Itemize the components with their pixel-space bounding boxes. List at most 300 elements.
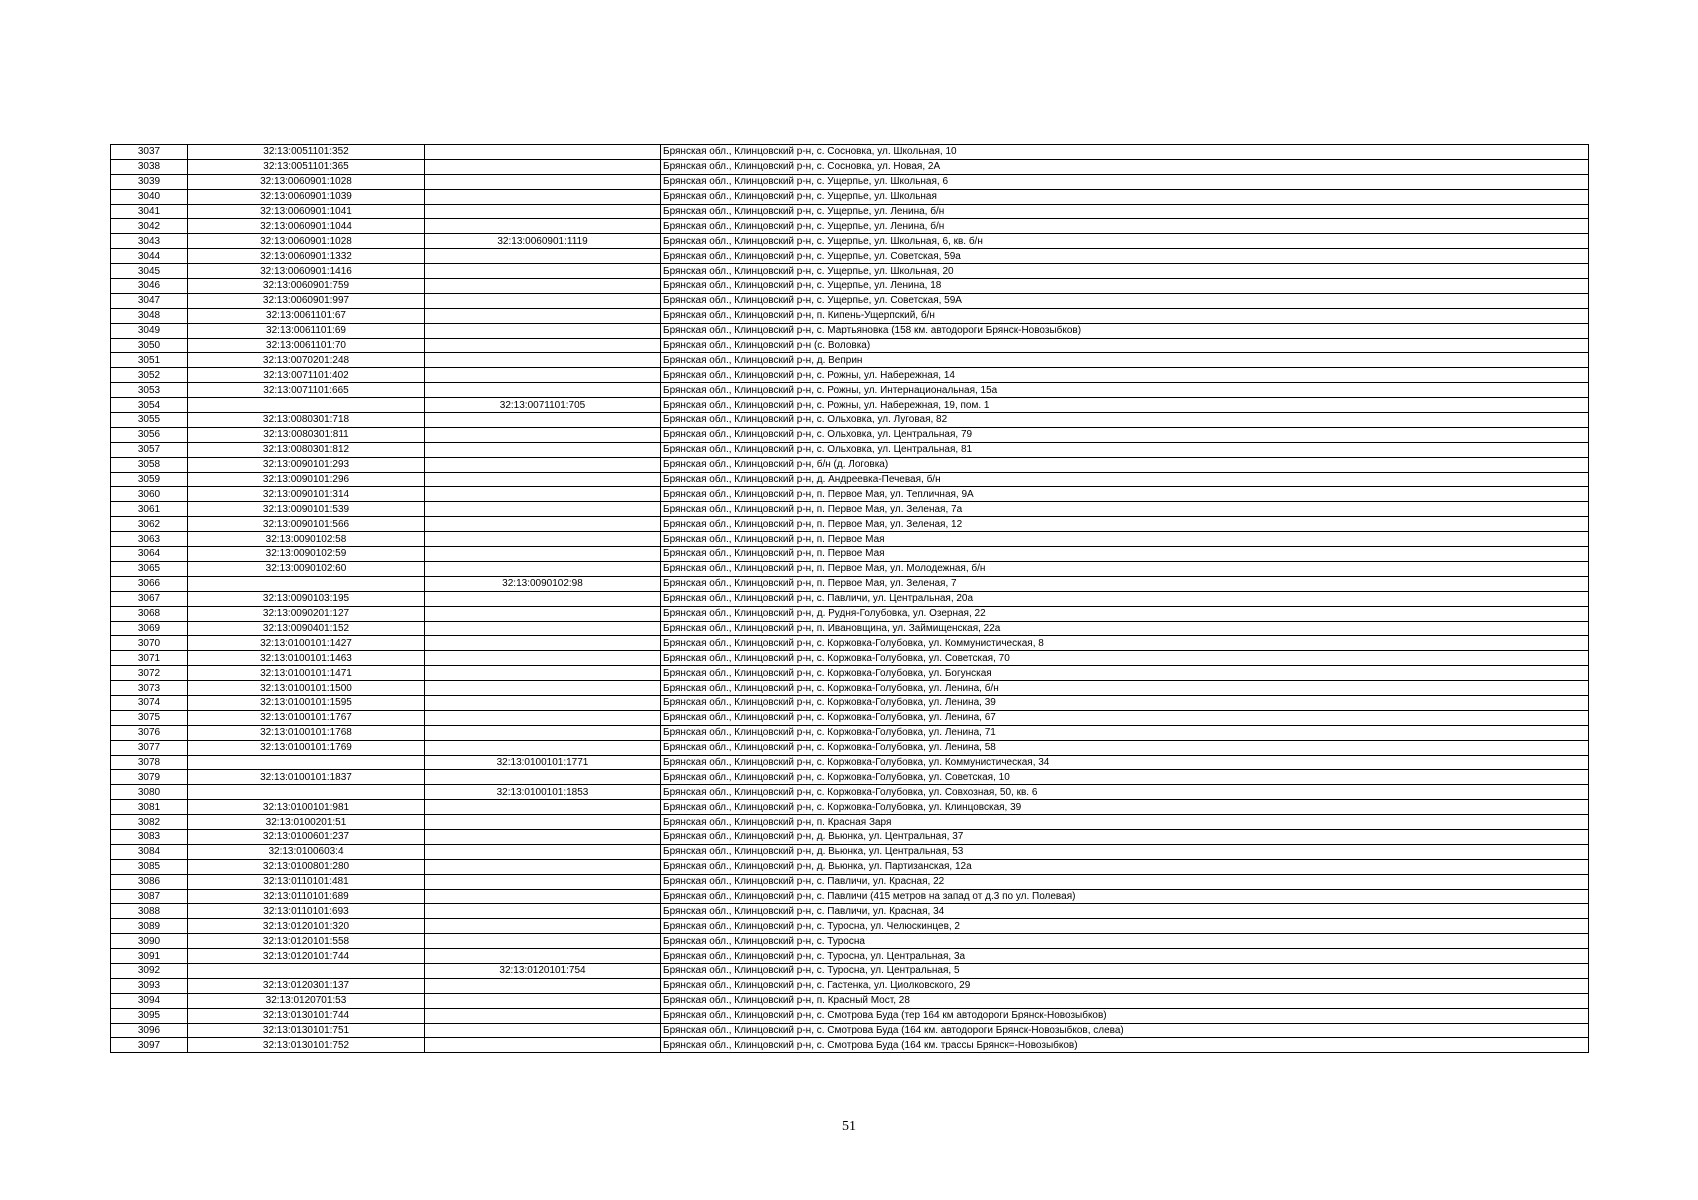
row-number-cell: 3047 bbox=[111, 293, 188, 308]
cadastral-number-cell: 32:13:0090201:127 bbox=[188, 606, 425, 621]
related-cadastral-number-cell bbox=[425, 189, 661, 204]
row-number-cell: 3044 bbox=[111, 249, 188, 264]
address-cell: Брянская обл., Клинцовский р-н, с. Мартьяновка (158 км. автодороги Брянск-Новозыбков) bbox=[661, 323, 1589, 338]
row-number-cell: 3095 bbox=[111, 1008, 188, 1023]
related-cadastral-number-cell bbox=[425, 815, 661, 830]
address-cell: Брянская обл., Клинцовский р-н, с. Коржовка-Голубовка, ул. Ленина, б/н bbox=[661, 681, 1589, 696]
cadastral-number-cell: 32:13:0110101:693 bbox=[188, 904, 425, 919]
table-row bbox=[111, 249, 1589, 264]
address-cell: Брянская обл., Клинцовский р-н, с. Коржовка-Голубовка, ул. Советская, 70 bbox=[661, 651, 1589, 666]
row-number-cell: 3059 bbox=[111, 472, 188, 487]
table-row bbox=[111, 755, 1589, 770]
table-row bbox=[111, 457, 1589, 472]
row-number-cell: 3049 bbox=[111, 323, 188, 338]
cadastral-number-cell: 32:13:0100101:1767 bbox=[188, 710, 425, 725]
cadastral-number-cell: 32:13:0060901:1028 bbox=[188, 174, 425, 189]
related-cadastral-number-cell: 32:13:0100101:1853 bbox=[425, 785, 661, 800]
address-cell: Брянская обл., Клинцовский р-н, с. Ольховка, ул. Центральная, 81 bbox=[661, 442, 1589, 457]
address-cell: Брянская обл., Клинцовский р-н, д. Вьюнка, ул. Партизанская, 12а bbox=[661, 859, 1589, 874]
table-row bbox=[111, 204, 1589, 219]
row-number-cell: 3083 bbox=[111, 829, 188, 844]
cadastral-number-cell: 32:13:0060901:1039 bbox=[188, 189, 425, 204]
table-row bbox=[111, 666, 1589, 681]
cadastral-number-cell: 32:13:0061101:67 bbox=[188, 308, 425, 323]
address-cell: Брянская обл., Клинцовский р-н, с. Павличи, ул. Красная, 22 bbox=[661, 874, 1589, 889]
cadastral-number-cell: 32:13:0051101:365 bbox=[188, 159, 425, 174]
address-cell: Брянская обл., Клинцовский р-н, с. Сосновка, ул. Школьная, 10 bbox=[661, 145, 1589, 160]
address-cell: Брянская обл., Клинцовский р-н, п. Первое Мая bbox=[661, 547, 1589, 562]
row-number-cell: 3093 bbox=[111, 978, 188, 993]
table-row bbox=[111, 234, 1589, 249]
address-cell: Брянская обл., Клинцовский р-н, с. Коржовка-Голубовка, ул. Ленина, 58 bbox=[661, 740, 1589, 755]
table-row bbox=[111, 636, 1589, 651]
table-row bbox=[111, 859, 1589, 874]
table-row bbox=[111, 725, 1589, 740]
address-cell: Брянская обл., Клинцовский р-н, с. Павличи, ул. Центральная, 20а bbox=[661, 591, 1589, 606]
row-number-cell: 3043 bbox=[111, 234, 188, 249]
cadastral-number-cell: 32:13:0090101:539 bbox=[188, 502, 425, 517]
address-cell: Брянская обл., Клинцовский р-н, с. Рожны, ул. Интернациональная, 15а bbox=[661, 383, 1589, 398]
row-number-cell: 3092 bbox=[111, 963, 188, 978]
cadastral-number-cell: 32:13:0100101:1427 bbox=[188, 636, 425, 651]
row-number-cell: 3065 bbox=[111, 561, 188, 576]
cadastral-number-cell: 32:13:0070201:248 bbox=[188, 353, 425, 368]
row-number-cell: 3082 bbox=[111, 815, 188, 830]
related-cadastral-number-cell bbox=[425, 308, 661, 323]
address-cell: Брянская обл., Клинцовский р-н, с. Туросна bbox=[661, 934, 1589, 949]
address-cell: Брянская обл., Клинцовский р-н, п. Первое Мая, ул. Зеленая, 7 bbox=[661, 576, 1589, 591]
related-cadastral-number-cell: 32:13:0100101:1771 bbox=[425, 755, 661, 770]
related-cadastral-number-cell bbox=[425, 472, 661, 487]
row-number-cell: 3066 bbox=[111, 576, 188, 591]
row-number-cell: 3087 bbox=[111, 889, 188, 904]
related-cadastral-number-cell bbox=[425, 591, 661, 606]
related-cadastral-number-cell bbox=[425, 174, 661, 189]
cadastral-number-cell bbox=[188, 398, 425, 413]
cadastral-number-cell: 32:13:0120101:744 bbox=[188, 949, 425, 964]
cadastral-number-cell: 32:13:0090102:60 bbox=[188, 561, 425, 576]
row-number-cell: 3045 bbox=[111, 264, 188, 279]
table-row bbox=[111, 442, 1589, 457]
address-cell: Брянская обл., Клинцовский р-н, с. Ущерпье, ул. Советская, 59а bbox=[661, 249, 1589, 264]
address-cell: Брянская обл., Клинцовский р-н, с. Коржовка-Голубовка, ул. Советская, 10 bbox=[661, 770, 1589, 785]
address-cell: Брянская обл., Клинцовский р-н, с. Коржовка-Голубовка, ул. Совхозная, 50, кв. 6 bbox=[661, 785, 1589, 800]
table-row bbox=[111, 532, 1589, 547]
table-row bbox=[111, 904, 1589, 919]
related-cadastral-number-cell bbox=[425, 740, 661, 755]
cadastral-number-cell: 32:13:0130101:744 bbox=[188, 1008, 425, 1023]
address-cell: Брянская обл., Клинцовский р-н, п. Первое Мая bbox=[661, 532, 1589, 547]
table-row bbox=[111, 591, 1589, 606]
table-row bbox=[111, 919, 1589, 934]
table-row bbox=[111, 368, 1589, 383]
table-row bbox=[111, 681, 1589, 696]
related-cadastral-number-cell: 32:13:0060901:1119 bbox=[425, 234, 661, 249]
related-cadastral-number-cell bbox=[425, 353, 661, 368]
row-number-cell: 3052 bbox=[111, 368, 188, 383]
cadastral-number-cell: 32:13:0130101:752 bbox=[188, 1038, 425, 1053]
row-number-cell: 3039 bbox=[111, 174, 188, 189]
cadastral-number-cell: 32:13:0071101:665 bbox=[188, 383, 425, 398]
related-cadastral-number-cell bbox=[425, 919, 661, 934]
table-row bbox=[111, 710, 1589, 725]
address-cell: Брянская обл., Клинцовский р-н, п. Красный Мост, 28 bbox=[661, 993, 1589, 1008]
table-row bbox=[111, 963, 1589, 978]
row-number-cell: 3050 bbox=[111, 338, 188, 353]
address-cell: Брянская обл., Клинцовский р-н, с. Ущерпье, ул. Ленина, б/н bbox=[661, 219, 1589, 234]
related-cadastral-number-cell bbox=[425, 606, 661, 621]
related-cadastral-number-cell bbox=[425, 681, 661, 696]
row-number-cell: 3097 bbox=[111, 1038, 188, 1053]
table-row bbox=[111, 695, 1589, 710]
related-cadastral-number-cell bbox=[425, 487, 661, 502]
cadastral-number-cell: 32:13:0060901:1416 bbox=[188, 264, 425, 279]
address-cell: Брянская обл., Клинцовский р-н, с. Коржовка-Голубовка, ул. Коммунистическая, 8 bbox=[661, 636, 1589, 651]
related-cadastral-number-cell bbox=[425, 1023, 661, 1038]
table-row bbox=[111, 383, 1589, 398]
related-cadastral-number-cell bbox=[425, 993, 661, 1008]
table-row bbox=[111, 338, 1589, 353]
related-cadastral-number-cell bbox=[425, 949, 661, 964]
address-cell: Брянская обл., Клинцовский р-н, с. Ущерпье, ул. Школьная, 6 bbox=[661, 174, 1589, 189]
related-cadastral-number-cell bbox=[425, 204, 661, 219]
row-number-cell: 3058 bbox=[111, 457, 188, 472]
address-cell: Брянская обл., Клинцовский р-н, с. Ущерпье, ул. Школьная, 20 bbox=[661, 264, 1589, 279]
row-number-cell: 3064 bbox=[111, 547, 188, 562]
table-row bbox=[111, 993, 1589, 1008]
cadastral-number-cell: 32:13:0100101:1471 bbox=[188, 666, 425, 681]
table-row bbox=[111, 621, 1589, 636]
row-number-cell: 3088 bbox=[111, 904, 188, 919]
address-cell: Брянская обл., Клинцовский р-н, п. Первое Мая, ул. Молодежная, б/н bbox=[661, 561, 1589, 576]
related-cadastral-number-cell: 32:13:0071101:705 bbox=[425, 398, 661, 413]
related-cadastral-number-cell bbox=[425, 532, 661, 547]
address-cell: Брянская обл., Клинцовский р-н, с. Коржовка-Голубовка, ул. Клинцовская, 39 bbox=[661, 800, 1589, 815]
address-cell: Брянская обл., Клинцовский р-н, с. Туросна, ул. Центральная, 3а bbox=[661, 949, 1589, 964]
table-row bbox=[111, 517, 1589, 532]
related-cadastral-number-cell bbox=[425, 159, 661, 174]
address-cell: Брянская обл., Клинцовский р-н, с. Коржовка-Голубовка, ул. Ленина, 39 bbox=[661, 695, 1589, 710]
registry-table-body bbox=[111, 145, 1589, 1053]
row-number-cell: 3048 bbox=[111, 308, 188, 323]
cadastral-number-cell: 32:13:0130101:751 bbox=[188, 1023, 425, 1038]
related-cadastral-number-cell bbox=[425, 368, 661, 383]
row-number-cell: 3072 bbox=[111, 666, 188, 681]
related-cadastral-number-cell bbox=[425, 666, 661, 681]
cadastral-number-cell: 32:13:0071101:402 bbox=[188, 368, 425, 383]
row-number-cell: 3094 bbox=[111, 993, 188, 1008]
row-number-cell: 3038 bbox=[111, 159, 188, 174]
related-cadastral-number-cell bbox=[425, 695, 661, 710]
address-cell: Брянская обл., Клинцовский р-н, д. Вьюнка, ул. Центральная, 37 bbox=[661, 829, 1589, 844]
address-cell: Брянская обл., Клинцовский р-н, с. Рожны, ул. Набережная, 14 bbox=[661, 368, 1589, 383]
table-row bbox=[111, 547, 1589, 562]
cadastral-number-cell: 32:13:0090101:566 bbox=[188, 517, 425, 532]
related-cadastral-number-cell bbox=[425, 859, 661, 874]
row-number-cell: 3055 bbox=[111, 413, 188, 428]
address-cell: Брянская обл., Клинцовский р-н, п. Первое Мая, ул. Зеленая, 12 bbox=[661, 517, 1589, 532]
row-number-cell: 3086 bbox=[111, 874, 188, 889]
related-cadastral-number-cell bbox=[425, 800, 661, 815]
related-cadastral-number-cell bbox=[425, 383, 661, 398]
table-row bbox=[111, 398, 1589, 413]
cadastral-number-cell: 32:13:0110101:481 bbox=[188, 874, 425, 889]
row-number-cell: 3070 bbox=[111, 636, 188, 651]
related-cadastral-number-cell bbox=[425, 427, 661, 442]
row-number-cell: 3089 bbox=[111, 919, 188, 934]
page-number: 51 bbox=[842, 1119, 856, 1134]
row-number-cell: 3085 bbox=[111, 859, 188, 874]
row-number-cell: 3071 bbox=[111, 651, 188, 666]
cadastral-number-cell: 32:13:0090101:296 bbox=[188, 472, 425, 487]
related-cadastral-number-cell bbox=[425, 413, 661, 428]
address-cell: Брянская обл., Клинцовский р-н, с. Рожны, ул. Набережная, 19, пом. 1 bbox=[661, 398, 1589, 413]
cadastral-number-cell: 32:13:0100601:237 bbox=[188, 829, 425, 844]
table-row bbox=[111, 651, 1589, 666]
table-row bbox=[111, 934, 1589, 949]
address-cell: Брянская обл., Клинцовский р-н, с. Ущерпье, ул. Ленина, 18 bbox=[661, 279, 1589, 294]
row-number-cell: 3040 bbox=[111, 189, 188, 204]
related-cadastral-number-cell bbox=[425, 636, 661, 651]
table-row bbox=[111, 427, 1589, 442]
address-cell: Брянская обл., Клинцовский р-н, с. Ущерпье, ул. Советская, 59А bbox=[661, 293, 1589, 308]
table-row bbox=[111, 844, 1589, 859]
table-row bbox=[111, 740, 1589, 755]
row-number-cell: 3063 bbox=[111, 532, 188, 547]
table-row bbox=[111, 1008, 1589, 1023]
cadastral-number-cell: 32:13:0100801:280 bbox=[188, 859, 425, 874]
cadastral-number-cell: 32:13:0100101:1463 bbox=[188, 651, 425, 666]
address-cell: Брянская обл., Клинцовский р-н, с. Туросна, ул. Челюскинцев, 2 bbox=[661, 919, 1589, 934]
row-number-cell: 3054 bbox=[111, 398, 188, 413]
table-row bbox=[111, 576, 1589, 591]
row-number-cell: 3062 bbox=[111, 517, 188, 532]
cadastral-number-cell: 32:13:0080301:811 bbox=[188, 427, 425, 442]
cadastral-number-cell: 32:13:0120101:320 bbox=[188, 919, 425, 934]
related-cadastral-number-cell bbox=[425, 1038, 661, 1053]
cadastral-number-cell bbox=[188, 576, 425, 591]
cadastral-number-cell: 32:13:0100603:4 bbox=[188, 844, 425, 859]
address-cell: Брянская обл., Клинцовский р-н, п. Кипень-Ущерпский, б/н bbox=[661, 308, 1589, 323]
row-number-cell: 3081 bbox=[111, 800, 188, 815]
cadastral-number-cell: 32:13:0100101:1837 bbox=[188, 770, 425, 785]
related-cadastral-number-cell bbox=[425, 323, 661, 338]
table-row bbox=[111, 353, 1589, 368]
table-row bbox=[111, 770, 1589, 785]
address-cell: Брянская обл., Клинцовский р-н, с. Ущерпье, ул. Школьная bbox=[661, 189, 1589, 204]
cadastral-number-cell: 32:13:0060901:1028 bbox=[188, 234, 425, 249]
table-row bbox=[111, 815, 1589, 830]
related-cadastral-number-cell bbox=[425, 264, 661, 279]
cadastral-number-cell: 32:13:0090101:314 bbox=[188, 487, 425, 502]
row-number-cell: 3074 bbox=[111, 695, 188, 710]
table-row bbox=[111, 874, 1589, 889]
cadastral-number-cell bbox=[188, 963, 425, 978]
table-row bbox=[111, 978, 1589, 993]
registry-table bbox=[110, 144, 1589, 1053]
related-cadastral-number-cell: 32:13:0090102:98 bbox=[425, 576, 661, 591]
address-cell: Брянская обл., Клинцовский р-н, п. Ивановщина, ул. Займищенская, 22а bbox=[661, 621, 1589, 636]
row-number-cell: 3053 bbox=[111, 383, 188, 398]
row-number-cell: 3073 bbox=[111, 681, 188, 696]
cadastral-number-cell: 32:13:0080301:812 bbox=[188, 442, 425, 457]
table-row bbox=[111, 323, 1589, 338]
address-cell: Брянская обл., Клинцовский р-н, с. Туросна, ул. Центральная, 5 bbox=[661, 963, 1589, 978]
table-row bbox=[111, 889, 1589, 904]
row-number-cell: 3078 bbox=[111, 755, 188, 770]
cadastral-number-cell: 32:13:0060901:1044 bbox=[188, 219, 425, 234]
cadastral-number-cell: 32:13:0120701:53 bbox=[188, 993, 425, 1008]
row-number-cell: 3060 bbox=[111, 487, 188, 502]
address-cell: Брянская обл., Клинцовский р-н (с. Воловка) bbox=[661, 338, 1589, 353]
related-cadastral-number-cell bbox=[425, 249, 661, 264]
related-cadastral-number-cell bbox=[425, 651, 661, 666]
related-cadastral-number-cell bbox=[425, 874, 661, 889]
related-cadastral-number-cell bbox=[425, 978, 661, 993]
address-cell: Брянская обл., Клинцовский р-н, с. Ольховка, ул. Центральная, 79 bbox=[661, 427, 1589, 442]
related-cadastral-number-cell bbox=[425, 829, 661, 844]
row-number-cell: 3061 bbox=[111, 502, 188, 517]
cadastral-number-cell bbox=[188, 755, 425, 770]
row-number-cell: 3042 bbox=[111, 219, 188, 234]
table-row bbox=[111, 502, 1589, 517]
cadastral-number-cell: 32:13:0100101:1768 bbox=[188, 725, 425, 740]
table-row bbox=[111, 949, 1589, 964]
related-cadastral-number-cell bbox=[425, 442, 661, 457]
address-cell: Брянская обл., Клинцовский р-н, п. Первое Мая, ул. Тепличная, 9А bbox=[661, 487, 1589, 502]
cadastral-number-cell bbox=[188, 785, 425, 800]
cadastral-number-cell: 32:13:0090102:59 bbox=[188, 547, 425, 562]
address-cell: Брянская обл., Клинцовский р-н, б/н (д. Логовка) bbox=[661, 457, 1589, 472]
address-cell: Брянская обл., Клинцовский р-н, д. Андреевка-Печевая, б/н bbox=[661, 472, 1589, 487]
row-number-cell: 3046 bbox=[111, 279, 188, 294]
related-cadastral-number-cell bbox=[425, 1008, 661, 1023]
address-cell: Брянская обл., Клинцовский р-н, с. Смотрова Буда (164 км. автодороги Брянск-Новозыбков, слева) bbox=[661, 1023, 1589, 1038]
related-cadastral-number-cell: 32:13:0120101:754 bbox=[425, 963, 661, 978]
row-number-cell: 3037 bbox=[111, 145, 188, 160]
related-cadastral-number-cell bbox=[425, 517, 661, 532]
address-cell: Брянская обл., Клинцовский р-н, с. Сосновка, ул. Новая, 2А bbox=[661, 159, 1589, 174]
address-cell: Брянская обл., Клинцовский р-н, с. Коржовка-Голубовка, ул. Богунская bbox=[661, 666, 1589, 681]
cadastral-number-cell: 32:13:0100101:1595 bbox=[188, 695, 425, 710]
address-cell: Брянская обл., Клинцовский р-н, с. Коржовка-Голубовка, ул. Ленина, 67 bbox=[661, 710, 1589, 725]
related-cadastral-number-cell bbox=[425, 145, 661, 160]
table-row bbox=[111, 472, 1589, 487]
cadastral-number-cell: 32:13:0100101:1500 bbox=[188, 681, 425, 696]
row-number-cell: 3075 bbox=[111, 710, 188, 725]
table-row bbox=[111, 308, 1589, 323]
row-number-cell: 3041 bbox=[111, 204, 188, 219]
row-number-cell: 3080 bbox=[111, 785, 188, 800]
related-cadastral-number-cell bbox=[425, 457, 661, 472]
cadastral-number-cell: 32:13:0090101:293 bbox=[188, 457, 425, 472]
table-row bbox=[111, 174, 1589, 189]
table-row bbox=[111, 800, 1589, 815]
address-cell: Брянская обл., Клинцовский р-н, с. Павличи (415 метров на запад от д.3 по ул. Полевая) bbox=[661, 889, 1589, 904]
related-cadastral-number-cell bbox=[425, 710, 661, 725]
row-number-cell: 3084 bbox=[111, 844, 188, 859]
row-number-cell: 3051 bbox=[111, 353, 188, 368]
cadastral-number-cell: 32:13:0100101:981 bbox=[188, 800, 425, 815]
cadastral-number-cell: 32:13:0110101:689 bbox=[188, 889, 425, 904]
related-cadastral-number-cell bbox=[425, 561, 661, 576]
row-number-cell: 3091 bbox=[111, 949, 188, 964]
address-cell: Брянская обл., Клинцовский р-н, с. Смотрова Буда (164 км. трассы Брянск=-Новозыбков) bbox=[661, 1038, 1589, 1053]
address-cell: Брянская обл., Клинцовский р-н, с. Ущерпье, ул. Школьная, 6, кв. б/н bbox=[661, 234, 1589, 249]
row-number-cell: 3056 bbox=[111, 427, 188, 442]
table-row bbox=[111, 293, 1589, 308]
table-row bbox=[111, 1023, 1589, 1038]
row-number-cell: 3067 bbox=[111, 591, 188, 606]
related-cadastral-number-cell bbox=[425, 904, 661, 919]
table-row bbox=[111, 829, 1589, 844]
address-cell: Брянская обл., Клинцовский р-н, п. Красная Заря bbox=[661, 815, 1589, 830]
row-number-cell: 3090 bbox=[111, 934, 188, 949]
table-row bbox=[111, 145, 1589, 160]
cadastral-number-cell: 32:13:0090103:195 bbox=[188, 591, 425, 606]
address-cell: Брянская обл., Клинцовский р-н, с. Коржовка-Голубовка, ул. Коммунистическая, 34 bbox=[661, 755, 1589, 770]
table-row bbox=[111, 487, 1589, 502]
cadastral-number-cell: 32:13:0090401:152 bbox=[188, 621, 425, 636]
table-row bbox=[111, 785, 1589, 800]
related-cadastral-number-cell bbox=[425, 725, 661, 740]
related-cadastral-number-cell bbox=[425, 502, 661, 517]
cadastral-number-cell: 32:13:0100201:51 bbox=[188, 815, 425, 830]
address-cell: Брянская обл., Клинцовский р-н, д. Рудня-Голубовка, ул. Озерная, 22 bbox=[661, 606, 1589, 621]
table-row bbox=[111, 1038, 1589, 1053]
related-cadastral-number-cell bbox=[425, 889, 661, 904]
table-row bbox=[111, 189, 1589, 204]
cadastral-number-cell: 32:13:0051101:352 bbox=[188, 145, 425, 160]
address-cell: Брянская обл., Клинцовский р-н, с. Павличи, ул. Красная, 34 bbox=[661, 904, 1589, 919]
row-number-cell: 3057 bbox=[111, 442, 188, 457]
address-cell: Брянская обл., Клинцовский р-н, д. Вьюнка, ул. Центральная, 53 bbox=[661, 844, 1589, 859]
related-cadastral-number-cell bbox=[425, 547, 661, 562]
row-number-cell: 3068 bbox=[111, 606, 188, 621]
table-row bbox=[111, 159, 1589, 174]
cadastral-number-cell: 32:13:0060901:1332 bbox=[188, 249, 425, 264]
address-cell: Брянская обл., Клинцовский р-н, с. Ущерпье, ул. Ленина, б/н bbox=[661, 204, 1589, 219]
cadastral-number-cell: 32:13:0060901:997 bbox=[188, 293, 425, 308]
cadastral-number-cell: 32:13:0060901:1041 bbox=[188, 204, 425, 219]
row-number-cell: 3096 bbox=[111, 1023, 188, 1038]
table-row bbox=[111, 413, 1589, 428]
address-cell: Брянская обл., Клинцовский р-н, п. Первое Мая, ул. Зеленая, 7а bbox=[661, 502, 1589, 517]
address-cell: Брянская обл., Клинцовский р-н, с. Гастенка, ул. Циолковского, 29 bbox=[661, 978, 1589, 993]
row-number-cell: 3077 bbox=[111, 740, 188, 755]
related-cadastral-number-cell bbox=[425, 844, 661, 859]
related-cadastral-number-cell bbox=[425, 770, 661, 785]
address-cell: Брянская обл., Клинцовский р-н, с. Коржовка-Голубовка, ул. Ленина, 71 bbox=[661, 725, 1589, 740]
cadastral-number-cell: 32:13:0061101:70 bbox=[188, 338, 425, 353]
table-row bbox=[111, 279, 1589, 294]
table-row bbox=[111, 219, 1589, 234]
table-row bbox=[111, 264, 1589, 279]
related-cadastral-number-cell bbox=[425, 934, 661, 949]
cadastral-number-cell: 32:13:0061101:69 bbox=[188, 323, 425, 338]
cadastral-number-cell: 32:13:0120101:558 bbox=[188, 934, 425, 949]
table-row bbox=[111, 606, 1589, 621]
row-number-cell: 3069 bbox=[111, 621, 188, 636]
cadastral-number-cell: 32:13:0060901:759 bbox=[188, 279, 425, 294]
row-number-cell: 3079 bbox=[111, 770, 188, 785]
related-cadastral-number-cell bbox=[425, 338, 661, 353]
related-cadastral-number-cell bbox=[425, 219, 661, 234]
cadastral-number-cell: 32:13:0120301:137 bbox=[188, 978, 425, 993]
cadastral-number-cell: 32:13:0080301:718 bbox=[188, 413, 425, 428]
address-cell: Брянская обл., Клинцовский р-н, с. Ольховка, ул. Луговая, 82 bbox=[661, 413, 1589, 428]
row-number-cell: 3076 bbox=[111, 725, 188, 740]
